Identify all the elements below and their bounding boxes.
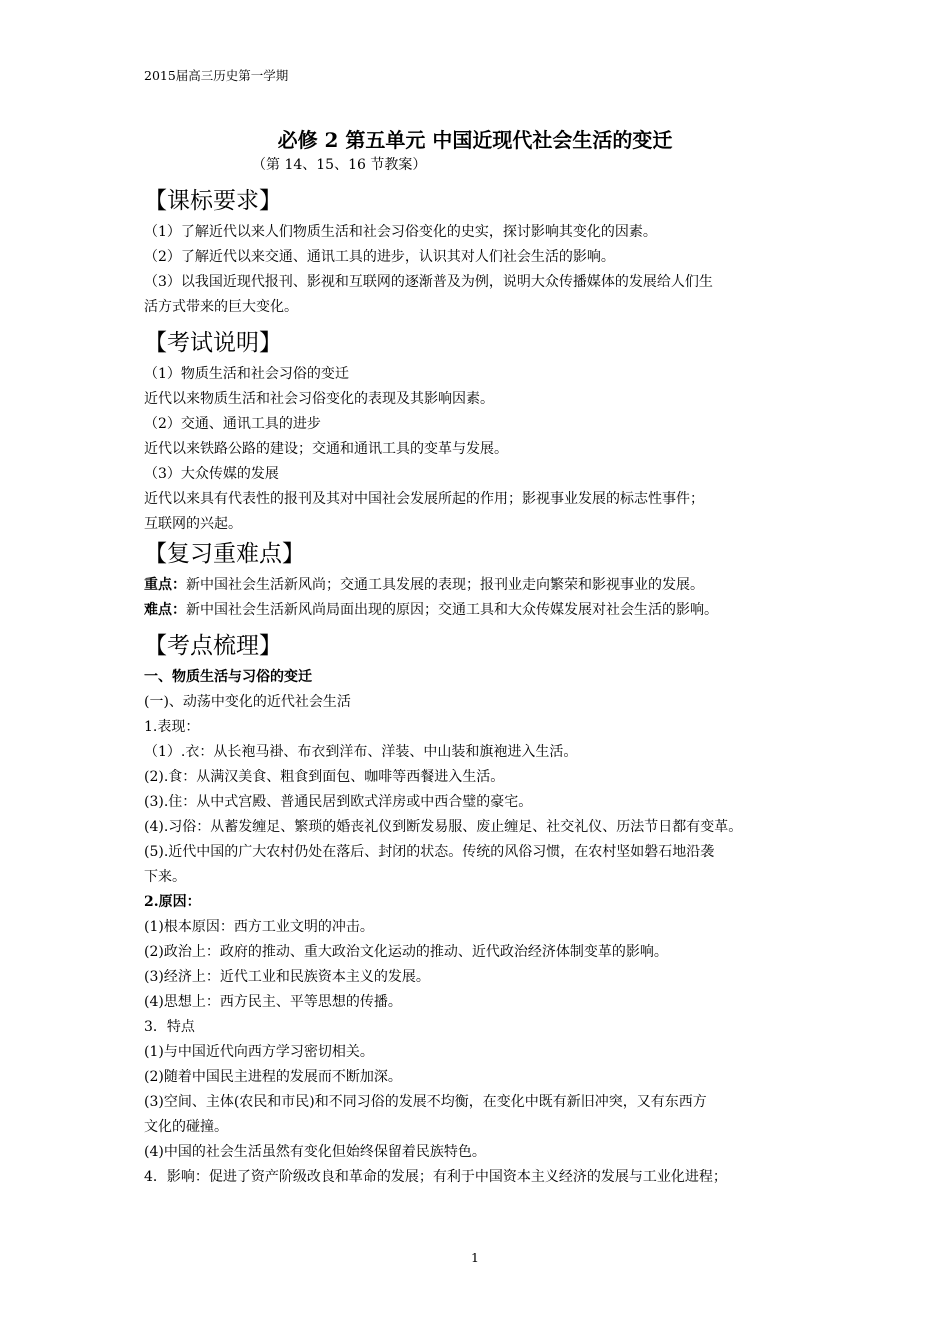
paragraph-line: (1)与中国近代向西方学习密切相关。 (144, 1044, 374, 1060)
paragraph-line: 近代以来物质生活和社会习俗变化的表现及其影响因素。 (144, 391, 494, 407)
document-title: 必修 2 第五单元 中国近现代社会生活的变迁 (277, 128, 673, 152)
paragraph-line: （1）物质生活和社会习俗的变迁 (144, 366, 349, 382)
key-label: 重点： (144, 577, 186, 593)
paragraph-line: (3)经济上：近代工业和民族资本主义的发展。 (144, 969, 430, 985)
paragraph-line: 互联网的兴起。 (144, 516, 242, 532)
paragraph-line: （2）了解近代以来交通、通讯工具的进步，认识其对人们社会生活的影响。 (144, 249, 615, 265)
section-heading-curriculum: 【课标要求】 (144, 188, 282, 214)
reason-title: 2.原因： (144, 894, 201, 910)
document-body (144, 184, 824, 1190)
paragraph-line: 近代以来具有代表性的报刊及其对中国社会发展所起的作用；影视事业发展的标志性事件； (144, 491, 704, 507)
paragraph-line: (4).习俗：从蓄发缠足、繁琐的婚丧礼仪到断发易服、废止缠足、社交礼仪、历法节日都有变革。 (144, 819, 743, 835)
document-subtitle: （第 14、15、16 节教案） (252, 157, 427, 173)
paragraph-line: 活方式带来的巨大变化。 (144, 299, 298, 315)
paragraph-line: (3).住：从中式宫殿、普通民居到欧式洋房或中西合璧的豪宅。 (144, 794, 533, 810)
part-title: 一、物质生活与习俗的变迁 (144, 669, 312, 685)
paragraph-line: (4)中国的社会生活虽然有变化但始终保留着民族特色。 (144, 1144, 486, 1160)
key-text: 新中国社会生活新风尚；交通工具发展的表现；报刊业走向繁荣和影视事业的发展。 (186, 577, 704, 593)
paragraph-line: (1)根本原因：西方工业文明的冲击。 (144, 919, 374, 935)
paragraph-line: (2)政治上：政府的推动、重大政治文化运动的推动、近代政治经济体制变革的影响。 (144, 944, 668, 960)
exam-list (144, 362, 824, 537)
paragraph-line: （2）交通、通讯工具的进步 (144, 416, 321, 432)
paragraph-line: （1）.衣：从长袍马褂、布衣到洋布、洋装、中山装和旗袍进入生活。 (144, 744, 578, 760)
paragraph-line: (一)、动荡中变化的近代社会生活 (144, 694, 351, 710)
paragraph-line: 近代以来铁路公路的建设；交通和通讯工具的变革与发展。 (144, 441, 508, 457)
page-header: 2015届高三历史第一学期 (144, 68, 289, 83)
paragraph-line: 4．影响：促进了资产阶级改良和革命的发展；有利于中国资本主义经济的发展与工业化进程； (144, 1169, 727, 1185)
paragraph-line: (2)随着中国民主进程的发展而不断加深。 (144, 1069, 402, 1085)
paragraph-line: （3）以我国近现代报刊、影视和互联网的逐渐普及为例，说明大众传播媒体的发展给人们生 (144, 274, 713, 290)
curriculum-list (144, 220, 824, 320)
paragraph-line: 文化的碰撞。 (144, 1119, 228, 1135)
difficult-label: 难点： (144, 602, 186, 618)
paragraph-line: 3．特点 (144, 1019, 195, 1035)
section-heading-exam: 【考试说明】 (144, 330, 282, 356)
paragraph-line: (4)思想上：西方民主、平等思想的传播。 (144, 994, 402, 1010)
section-heading-key-points: 【复习重难点】 (144, 541, 305, 567)
paragraph-line: (5).近代中国的广大农村仍处在落后、封闭的状态。传统的风俗习惯，在农村坚如磐石地沿袭 (144, 844, 715, 860)
paragraph-line: 下来。 (144, 869, 186, 885)
paragraph-line: 1.表现： (144, 719, 200, 735)
paragraph-line: （1）了解近代以来人们物质生活和社会习俗变化的史实，探讨影响其变化的因素。 (144, 224, 657, 240)
difficult-text: 新中国社会生活新风尚局面出现的原因；交通工具和大众传媒发展对社会生活的影响。 (186, 602, 718, 618)
page-number: 1 (471, 1250, 479, 1265)
section-heading-review: 【考点梳理】 (144, 633, 282, 659)
paragraph-line: (2).食：从满汉美食、粗食到面包、咖啡等西餐进入生活。 (144, 769, 505, 785)
key-point-line (144, 573, 824, 598)
difficult-point-line (144, 598, 824, 623)
paragraph-line: （3）大众传媒的发展 (144, 466, 279, 482)
paragraph-line: (3)空间、主体(农民和市民)和不同习俗的发展不均衡，在变化中既有新旧冲突，又有东西方 (144, 1094, 707, 1110)
